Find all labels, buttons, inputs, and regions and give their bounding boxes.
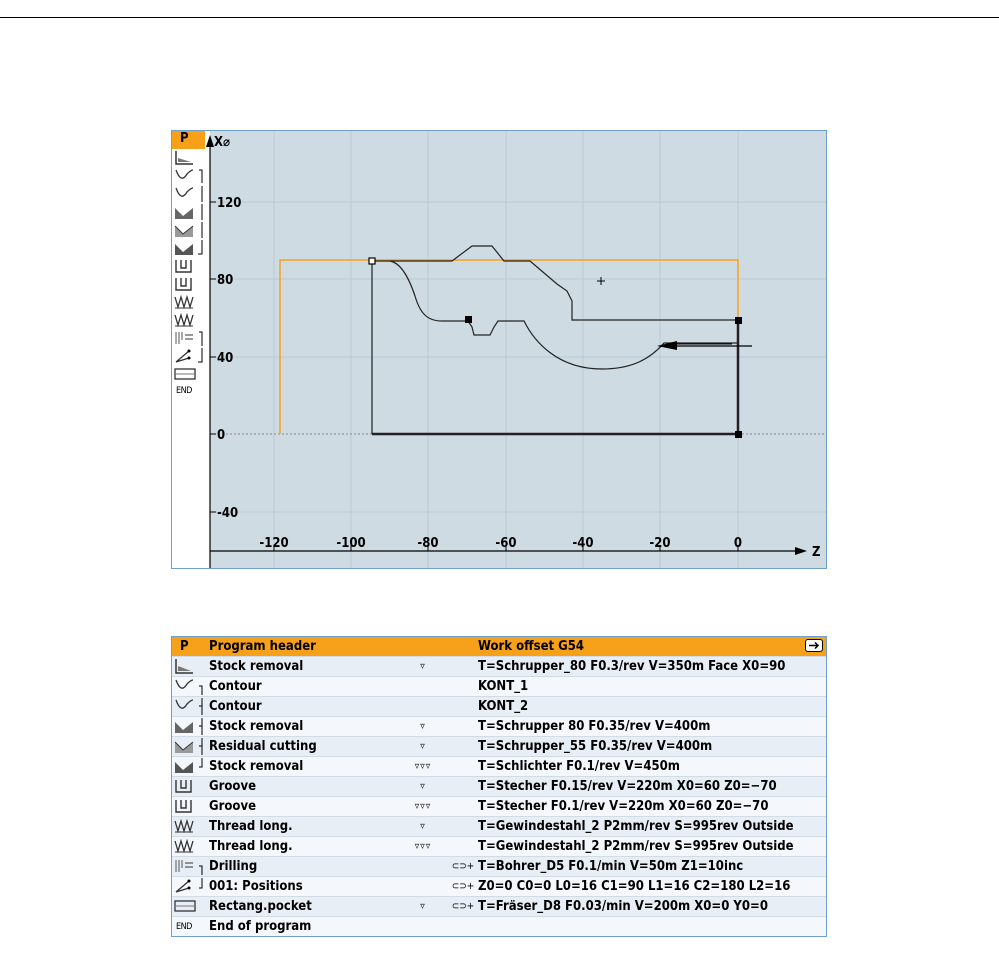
contour-icon[interactable]	[172, 167, 205, 185]
end-icon[interactable]: END	[176, 386, 192, 396]
stock-removal-icon	[172, 657, 204, 676]
step-params: T=Gewindestahl_2 P2mm/rev S=995rev Outside	[478, 839, 794, 854]
stock-removal-icon[interactable]	[172, 149, 205, 167]
step-name: Rectang.pocket	[209, 899, 312, 914]
contour-icon	[172, 697, 204, 716]
z-tick-label: -40	[572, 536, 594, 551]
contour-graphic-panel	[171, 130, 827, 569]
step-name: Groove	[209, 799, 256, 814]
x-tick-label: 80	[217, 273, 234, 288]
thread-icon	[172, 817, 204, 836]
thread-icon	[172, 837, 204, 856]
positions-icon[interactable]	[172, 347, 205, 365]
groove-icon[interactable]	[172, 257, 205, 275]
list-item-program-header[interactable]	[172, 637, 826, 657]
z-axis-label: Z	[812, 545, 821, 560]
list-item[interactable]	[172, 897, 826, 917]
step-params: T=Schlichter F0.1/rev V=450m	[478, 759, 680, 774]
machining-mode: ▿	[420, 901, 426, 912]
machining-mode: ▿▿▿	[414, 841, 432, 852]
step-params: KONT_1	[478, 679, 529, 694]
x-tick-label: 120	[217, 196, 242, 211]
machining-mode: ▿▿▿	[414, 801, 432, 812]
step-name: Contour	[209, 679, 262, 694]
step-name: Stock removal	[209, 719, 304, 734]
program-header-icon[interactable]: P	[172, 131, 205, 149]
contour-stock-removal-icon	[172, 757, 204, 776]
step-name: Thread long.	[209, 819, 293, 834]
list-item[interactable]	[172, 837, 826, 857]
step-params: T=Stecher F0.1/rev V=220m X0=60 Z0=−70	[478, 799, 769, 814]
contour-icon	[172, 677, 204, 696]
thread-icon[interactable]	[172, 293, 205, 311]
x-tick-label: 0	[217, 428, 226, 443]
z-tick-label: -120	[259, 536, 289, 551]
step-name: Stock removal	[209, 659, 304, 674]
link-chain-icon: ⊂⊃+	[451, 881, 475, 892]
list-item[interactable]	[172, 697, 826, 717]
rect-pocket-icon[interactable]	[172, 365, 205, 383]
top-divider-line	[0, 17, 999, 18]
origin-point-marker	[735, 431, 742, 438]
z-tick-label: 0	[733, 536, 743, 551]
contour-stock-removal-icon[interactable]	[172, 203, 205, 221]
positions-icon	[172, 877, 204, 896]
program-header-icon: P	[180, 639, 189, 654]
step-params: T=Stecher F0.15/rev V=220m X0=60 Z0=−70	[478, 779, 777, 794]
thread-icon[interactable]	[172, 311, 205, 329]
step-params: T=Schrupper 80 F0.35/rev V=400m	[478, 719, 711, 734]
machining-mode: ▿▿▿	[414, 761, 432, 772]
step-name: 001: Positions	[209, 879, 303, 894]
step-name: Contour	[209, 699, 262, 714]
machining-mode: ▿	[420, 721, 426, 732]
link-chain-icon: ⊂⊃+	[451, 901, 475, 912]
list-item[interactable]	[172, 757, 826, 777]
list-item-end-of-program[interactable]	[172, 917, 826, 936]
z-tick-label: -60	[495, 536, 517, 551]
step-name: Program header	[209, 639, 316, 654]
contour-plot	[172, 131, 826, 568]
start-point-marker	[369, 258, 375, 264]
machining-mode: ▿	[420, 741, 426, 752]
z-tick-label: -80	[417, 536, 439, 551]
machining-mode: ▿	[420, 781, 426, 792]
rect-pocket-icon	[172, 897, 204, 916]
list-item[interactable]	[172, 817, 826, 837]
step-params: T=Gewindestahl_2 P2mm/rev S=995rev Outside	[478, 819, 794, 834]
step-name: Stock removal	[209, 759, 304, 774]
link-chain-icon: ⊂⊃+	[451, 861, 475, 872]
list-item[interactable]	[172, 657, 826, 677]
list-item[interactable]	[172, 857, 826, 877]
step-params: T=Schrupper_80 F0.3/rev V=350m Face X0=90	[478, 659, 786, 674]
step-params: KONT_2	[478, 699, 529, 714]
step-name: Groove	[209, 779, 256, 794]
z-tick-label: -100	[336, 536, 366, 551]
list-item[interactable]	[172, 797, 826, 817]
plot-background	[210, 131, 826, 568]
contour-point-marker	[735, 317, 742, 324]
drilling-icon	[172, 857, 204, 876]
x-tick-label: -40	[217, 506, 239, 521]
x-tick-label: 40	[217, 351, 234, 366]
expand-arrow-button[interactable]	[805, 639, 823, 652]
step-name: End of program	[209, 919, 312, 934]
step-icon-column	[172, 131, 205, 570]
step-name: Residual cutting	[209, 739, 317, 754]
end-icon: END	[176, 922, 192, 932]
machining-mode: ▿	[420, 821, 426, 832]
contour-stock-removal-icon	[172, 717, 204, 736]
groove-icon	[172, 797, 204, 816]
contour-stock-removal-icon[interactable]	[172, 239, 205, 257]
residual-cutting-icon	[172, 737, 204, 756]
step-params: T=Bohrer_D5 F0.1/min V=50m Z1=10inc	[478, 859, 744, 874]
machining-mode: ▿	[420, 661, 426, 672]
contour-icon[interactable]	[172, 185, 205, 203]
list-item[interactable]	[172, 717, 826, 737]
program-step-list	[171, 636, 827, 937]
step-params: Z0=0 C0=0 L0=16 C1=90 L1=16 C2=180 L2=16	[478, 879, 791, 894]
groove-point-marker	[465, 316, 472, 323]
z-tick-label: -20	[649, 536, 671, 551]
list-item[interactable]	[172, 737, 826, 757]
x-axis-label: X⌀	[214, 135, 231, 150]
list-item[interactable]	[172, 877, 826, 897]
drilling-icon[interactable]	[172, 329, 205, 347]
groove-icon[interactable]	[172, 275, 205, 293]
groove-icon	[172, 777, 204, 796]
list-item[interactable]	[172, 677, 826, 697]
residual-cutting-icon[interactable]	[172, 221, 205, 239]
list-item[interactable]	[172, 777, 826, 797]
step-params: T=Fräser_D8 F0.03/min V=200m X0=0 Y0=0	[478, 899, 768, 914]
step-name: Thread long.	[209, 839, 293, 854]
step-params: Work offset G54	[478, 639, 585, 654]
step-name: Drilling	[209, 859, 258, 874]
step-params: T=Schrupper_55 F0.35/rev V=400m	[478, 739, 713, 754]
